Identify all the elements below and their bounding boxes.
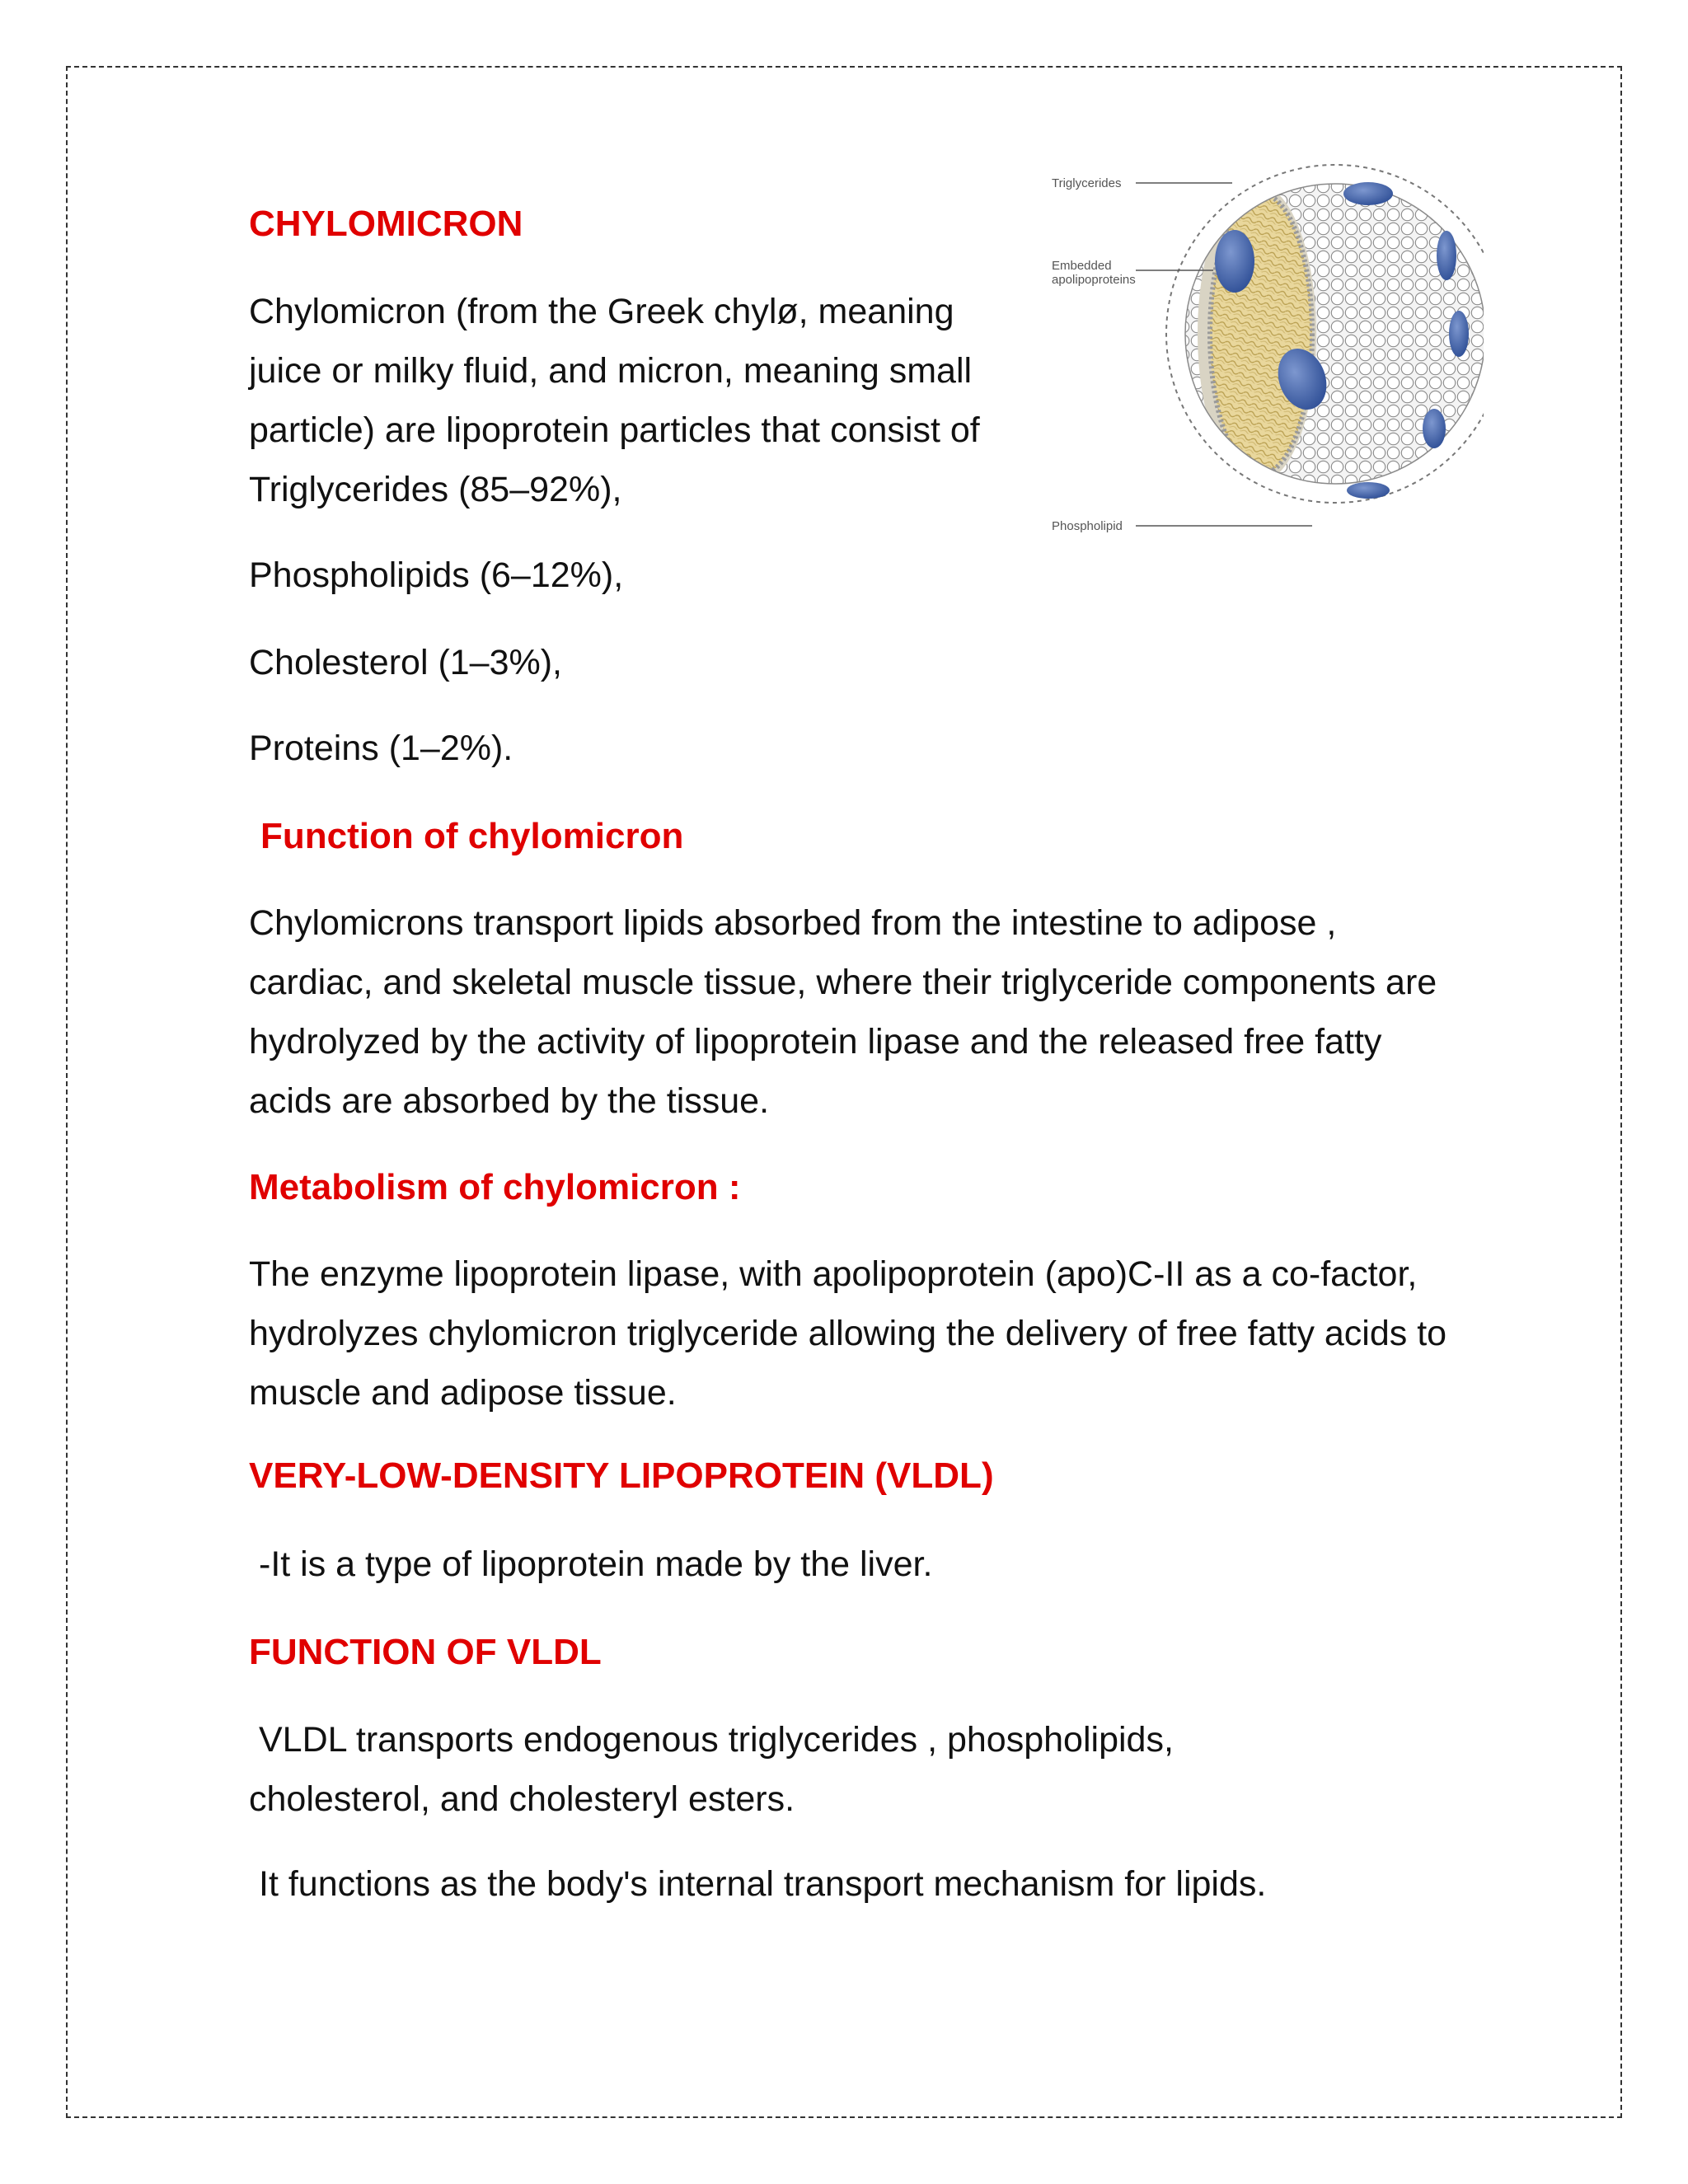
vldl-heading: VERY-LOW-DENSITY LIPOPROTEIN (VLDL) [249, 1455, 994, 1496]
proteins-line: Proteins (1–2%). [249, 729, 513, 768]
phospholipids-line: Phospholipids (6–12%), [249, 555, 624, 595]
cholesterol-line: Cholesterol (1–3%), [249, 643, 563, 682]
metabolism-heading: Metabolism of chylomicron : [249, 1167, 741, 1207]
label-triglycerides: Triglycerides [1052, 176, 1122, 190]
vldl-function-heading: FUNCTION OF VLDL [249, 1632, 602, 1672]
chylomicron-intro: Chylomicron (from the Greek chylø, meaning juice or milky fluid, and micron, meaning small particle) are lipoprotein particles that consist of Triglycerides (85–92%), [249, 292, 980, 509]
chylomicron-diagram [1022, 124, 1484, 544]
label-embedded: Embedded [1052, 259, 1112, 273]
label-phospholipid: Phospholipid [1052, 519, 1123, 533]
vldl-body: -It is a type of lipoprotein made by the liver. [259, 1544, 933, 1584]
vldl-function-body-2: It functions as the body's internal transport mechanism for lipids. [259, 1864, 1267, 1904]
chylomicron-heading: CHYLOMICRON [249, 204, 523, 244]
function-chylomicron-body: Chylomicrons transport lipids absorbed from the intestine to adipose , cardiac, and skeletal muscle tissue, where their triglyceride components are hydrolyzed by the activity of lipoprotein lipase and the released free fatty acids are absorbed by the tissue. [249, 903, 1437, 1121]
function-chylomicron-heading: Function of chylomicron [260, 816, 684, 856]
label-apolipoproteins: apolipoproteins [1052, 273, 1136, 287]
metabolism-body: The enzyme lipoprotein lipase, with apolipoprotein (apo)C-II as a co-factor, hydrolyzes chylomicron triglyceride allowing the delivery of free fatty acids to muscle and adipose tissue. [249, 1254, 1447, 1413]
vldl-function-body-1: VLDL transports endogenous triglycerides , phospholipids, cholesterol, and cholesteryl esters. [249, 1720, 1174, 1819]
